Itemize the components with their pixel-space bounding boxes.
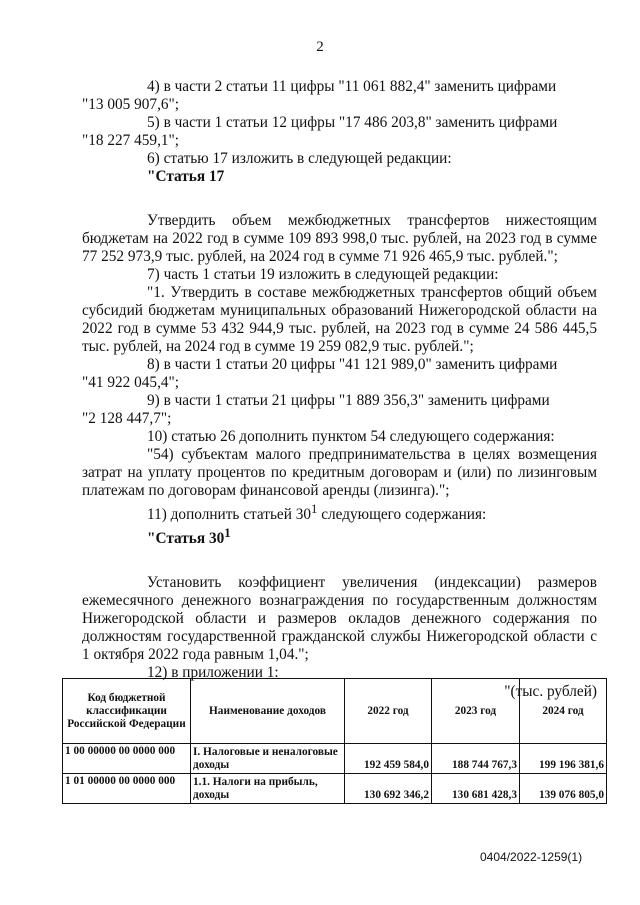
item-8-continued: "41 922 045,4"; [82, 374, 180, 391]
item-8: 8) в части 1 статьи 20 цифры "41 121 989,0" заменить цифрами [147, 356, 558, 373]
header-2022: 2022 год [345, 679, 432, 744]
table-row [63, 744, 607, 774]
item-7-text: "1. Утвердить в составе межбюджетных трансфертов общий объем субсидий бюджетам муниципальных образований Нижегородской области на 2022 год в сумме 53 432 944,9 тыс. рублей, на 2023 год в сумме 24 586 445,5 тыс. рублей, на 2024 год в сумме 19 259 082,9 тыс. рублей."; [82, 284, 597, 355]
item-6: 6) статью 17 изложить в следующей редакции: [147, 150, 452, 167]
item-9-continued: "2 128 447,7"; [82, 410, 172, 427]
row-value-2023: 188 744 767,3 [432, 744, 520, 774]
page-number: 2 [316, 39, 324, 55]
table-header-row [63, 679, 607, 744]
document-body [82, 78, 597, 701]
header-code: Код бюджетной классификации Российской Федерации [63, 679, 191, 744]
table-row [63, 774, 607, 804]
header-2024: 2024 год [520, 679, 607, 744]
article-30-heading-text: "Статья 30 [147, 530, 225, 548]
header-2023: 2023 год [432, 679, 520, 744]
item-4: 4) в части 2 статьи 11 цифры "11 061 882,4" заменить цифрами [147, 78, 557, 95]
header-name: Наименование доходов [191, 679, 345, 744]
item-11-superscript: 1 [311, 502, 318, 516]
row-value-2022: 130 692 346,2 [345, 774, 432, 804]
budget-table [62, 678, 607, 804]
row-value-2022: 192 459 584,0 [345, 744, 432, 774]
row-value-2023: 130 681 428,3 [432, 774, 520, 804]
item-5: 5) в части 1 статьи 12 цифры "17 486 203,8" заменить цифрами [147, 114, 558, 131]
item-5-continued: "18 227 459,1"; [82, 132, 180, 149]
document-code: 0404/2022-1259(1) [480, 850, 583, 864]
item-11 [82, 500, 597, 524]
row-name: I. Налоговые и неналоговые доходы [191, 744, 345, 774]
article-30-1-heading [82, 524, 597, 548]
item-11-text-end: следующего содержания: [317, 506, 487, 524]
item-12: 12) в приложении 1: [147, 664, 279, 682]
row-value-2024: 199 196 381,6 [520, 744, 607, 774]
row-name: 1.1. Налоги на прибыль, доходы [191, 774, 345, 804]
row-code: 1 01 00000 00 0000 000 [63, 774, 191, 804]
item-10: 10) статью 26 дополнить пунктом 54 следующего содержания: [147, 428, 555, 445]
item-9: 9) в части 1 статьи 21 цифры "1 889 356,3" заменить цифрами [147, 392, 550, 409]
item-4-continued: "13 005 907,6"; [82, 96, 180, 113]
article-30-1-text: Установить коэффициент увеличения (индексации) размеров ежемесячного денежного вознаграждения по государственным должностям Нижегородской области и размеров окладов денежного содержания по должностям государственной гражданской службы Нижегородской области с 1 октября 2022 года равным 1,04."; [82, 574, 597, 664]
item-11-text: 11) дополнить статьей 30 [147, 506, 312, 524]
item-10-text: "54) субъектам малого предпринимательства в целях возмещения затрат на уплату процентов по кредитным договорам и (или) по лизинговым платежам по договорам финансовой аренды (лизинга)."; [82, 446, 597, 499]
article-17-text: Утвердить объем межбюджетных трансфертов нижестоящим бюджетам на 2022 год в сумме 109 893 998,0 тыс. рублей, на 2023 год в сумме 77 252 973,9 тыс. рублей, на 2024 год в сумме 71 926 465,9 тыс. рублей."; [82, 212, 597, 265]
article-17-heading: "Статья 17 [147, 168, 225, 185]
item-7: 7) часть 1 статьи 19 изложить в следующей редакции: [147, 266, 499, 283]
unit-label: "(тыс. рублей) [504, 683, 597, 701]
row-code: 1 00 00000 00 0000 000 [63, 744, 191, 774]
article-30-superscript: 1 [224, 526, 231, 541]
row-value-2024: 139 076 805,0 [520, 774, 607, 804]
